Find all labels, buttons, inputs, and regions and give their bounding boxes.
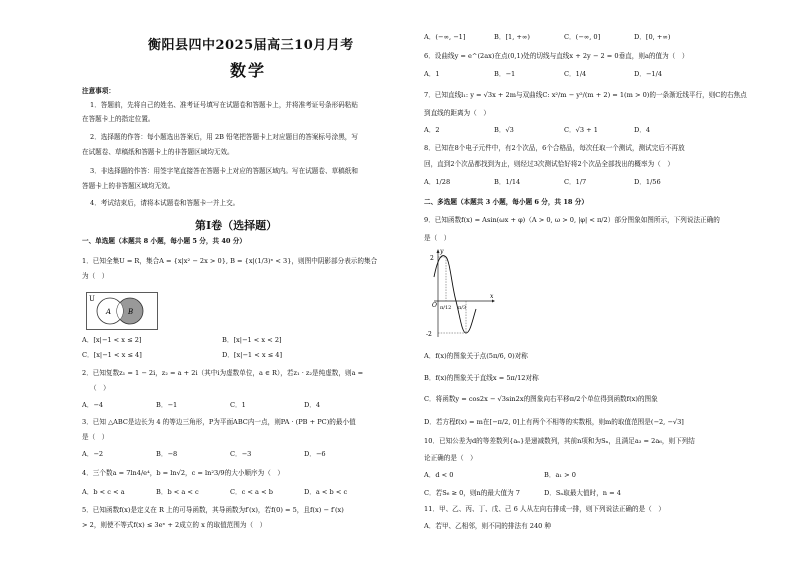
venn-b-label: B (128, 308, 134, 316)
q10-option-a[interactable]: A．d < 0 (424, 471, 454, 479)
q9-option-d[interactable]: D．若方程f(x) = m在[−π/2, 0]上有两个不相等的实数根，则m的取值范围是(−2, −√3] (424, 418, 684, 426)
q8-option-d[interactable]: D．1/56 (634, 178, 661, 186)
q5-option-a[interactable]: A．(−∞, −1] (424, 33, 466, 41)
exam-title: 衡阳县四中2025届高三10月月考 (148, 38, 354, 53)
q9-stem: 9．已知函数f(x) = Asin(ωx + φ)（A > 0, ω > 0, |φ| < π/2）部分图象如图所示，下列说法正确的 (424, 216, 720, 224)
q7-option-d[interactable]: D．4 (634, 126, 651, 134)
q4-option-c[interactable]: C．c < a < b (230, 488, 273, 496)
venn-a-label: A (106, 308, 112, 316)
q5-option-c[interactable]: C．(−∞, 0] (564, 33, 601, 41)
q5-option-d[interactable]: D．[0, +∞) (634, 33, 671, 41)
q3-option-a[interactable]: A．−2 (82, 450, 104, 458)
graph-origin-label: O (432, 302, 437, 309)
q10-option-b[interactable]: B．a₁ > 0 (544, 471, 576, 479)
graph-y-top-label: 2 (430, 255, 434, 262)
q10-option-d[interactable]: D．Sₙ取最大值时，n = 4 (544, 489, 621, 497)
q2-stem-cont: （ ） (90, 384, 110, 392)
q7-stem-cont: 到直线的距离为（ ） (424, 109, 490, 117)
q1-option-b[interactable]: B．[x|−1 < x < 2] (222, 336, 282, 344)
q4-option-a[interactable]: A．b < c < a (82, 488, 125, 496)
q6-option-b[interactable]: B．−1 (494, 70, 516, 78)
graph-tick-pi3: π/3 (458, 305, 467, 311)
notice-line: 答题卡上的非答题区域均无效。 (82, 182, 175, 190)
q8-option-b[interactable]: B．1/14 (494, 178, 521, 186)
graph-y-bottom-label: -2 (426, 331, 432, 338)
q4-option-d[interactable]: D．a < b < c (304, 488, 348, 496)
q1-option-a[interactable]: A．[x|−1 < x ≤ 2] (82, 336, 142, 344)
notice-line: 3．非选择题的作答：用签字笔直接答在答题卡上对应的答题区域内。写在试题卷、草稿纸和 (90, 167, 358, 175)
notice-line: 在试题卷、草稿纸和答题卡上的非答题区域均无效。 (82, 148, 234, 156)
section2-heading: 二、多选题（本题共 3 小题，每小题 6 分，共 18 分） (424, 198, 588, 206)
graph-x-label: x (490, 293, 494, 300)
q3-stem: 3．已知 △ABC是边长为 4 的等边三角形，P为平面ABC内一点，则PA · (PB + PC)的最小值 (82, 418, 356, 426)
q8-stem: 8．已知在8个电子元件中，有2个次品，6个合格品，每次任取一个测试，测试完后不再放 (424, 144, 685, 152)
q2-stem: 2．已知复数z₁ = 1 − 2i，z₂ = a + 2i（其中i为虚数单位，a ∈ R），若z₁ · z₂是纯虚数，则a = (82, 369, 364, 377)
q9-option-a[interactable]: A．f(x)的图象关于点(5π/6, 0)对称 (424, 352, 528, 360)
section1-heading: 一、单选题（本题共 8 小题，每小题 5 分，共 40 分） (82, 237, 246, 245)
q7-option-b[interactable]: B．√3 (494, 126, 514, 134)
q11-stem: 11．甲、乙、丙、丁、戊、己 6 人从左向右排成一排，则下列说法正确的是（ ） (424, 505, 665, 513)
q7-stem: 7．已知直线l₁: y = √3x + 2m与双曲线C: x²/m − y²/(m + 2) = 1(m > 0)的一条渐近线平行，则C的右焦点 (424, 91, 747, 99)
q1-stem: 1．已知全集U = R，集合A = {x|x² − 2x > 0}, B = {x|(1/3)ˣ < 3}，则图中阴影部分表示的集合 (82, 257, 378, 265)
q2-option-d[interactable]: D．4 (304, 401, 321, 409)
q10-stem-cont: 论正确的是（ ） (424, 454, 477, 462)
q6-option-a[interactable]: A．1 (424, 70, 440, 78)
q5-stem-cont: > 2，则使不等式f(x) ≤ 3eˣ + 2成立的 x 的取值范围为（ ） (82, 521, 267, 529)
q8-option-a[interactable]: A．1/28 (424, 178, 451, 186)
q1-stem-cont: 为（ ） (82, 272, 109, 280)
q11-option-a[interactable]: A．若甲、乙相邻，则不同的排法有 240 种 (424, 522, 552, 530)
q9-option-b[interactable]: B．f(x)的图象关于直线x = 5π/12对称 (424, 374, 539, 382)
subject-title: 数学 (230, 61, 267, 80)
q1-option-d[interactable]: D．[x|−1 < x ≤ 4] (222, 351, 283, 359)
q10-stem: 10．已知公差为d的等差数列{aₙ}是递减数列，其前n项和为Sₙ，且满足a₃ = 2a₆，则下列结 (424, 437, 695, 445)
notice-line: 在答题卡上的指定位置。 (82, 115, 155, 123)
notice-line: 1．答题前，先将自己的姓名、准考证号填写在试题卷和答题卡上，并将准考证号条形码粘贴 (90, 101, 358, 109)
q10-option-c[interactable]: C．若S₆ ≥ 0，则n的最大值为 7 (424, 489, 520, 497)
graph-tick-pi12: π/12 (440, 305, 452, 311)
q5-stem: 5．已知函数f(x)是定义在 R 上的可导函数，其导函数为f′(x)，若f(0) = 5，且f(x) − f′(x) (82, 506, 344, 514)
q6-option-d[interactable]: D．−1/4 (634, 70, 663, 78)
q4-stem: 4．三个数a = 7ln4/e⁴，b = ln√2，c = ln²3/9的大小顺序为（ ） (82, 469, 284, 477)
venn-diagram (86, 292, 158, 330)
q2-option-b[interactable]: B．−1 (156, 401, 178, 409)
q3-stem-cont: 是（ ） (82, 433, 109, 441)
q9-option-c[interactable]: C．将函数y = cos2x − √3sin2x的图象向右平移π/2个单位得到函数f(x)的图象 (424, 395, 658, 403)
q3-option-c[interactable]: C．−3 (230, 450, 252, 458)
q2-option-a[interactable]: A．−4 (82, 401, 104, 409)
q7-option-c[interactable]: C．√3 + 1 (564, 126, 598, 134)
part1-title: 第Ⅰ卷（选择题） (195, 219, 278, 232)
q9-stem-cont: 是（ ） (424, 234, 451, 242)
q3-option-d[interactable]: D．−6 (304, 450, 326, 458)
q3-option-b[interactable]: B．−8 (156, 450, 178, 458)
venn-u-label: U (89, 295, 95, 303)
notice-heading: 注意事项： (82, 87, 115, 95)
q1-option-c[interactable]: C．[x|−1 < x ≤ 4] (82, 351, 142, 359)
notice-line: 4．考试结束后，请将本试题卷和答题卡一并上交。 (90, 199, 240, 207)
notice-line: 2．选择题的作答：每小题选出答案后，用 2B 铅笔把答题卡上对应题目的答案标号涂黑，写 (90, 133, 358, 141)
q8-stem-cont: 回，直到2个次品都找到为止，则经过3次测试恰好将2个次品全部找出的概率为（ ） (424, 160, 674, 168)
q8-option-c[interactable]: C．1/7 (564, 178, 587, 186)
q2-option-c[interactable]: C．1 (230, 401, 246, 409)
q7-option-a[interactable]: A．2 (424, 126, 440, 134)
q4-option-b[interactable]: B．b < a < c (156, 488, 199, 496)
q6-stem: 6．设曲线y = e^(2ax)在点(0,1)处的切线与直线x + 2y − 2 = 0垂直，则a的值为（ ） (424, 52, 689, 60)
q5-option-b[interactable]: B．[1, +∞) (494, 33, 530, 41)
q9-sine-graph (424, 247, 496, 339)
graph-y-label: y (440, 248, 444, 255)
q6-option-c[interactable]: C．1/4 (564, 70, 587, 78)
